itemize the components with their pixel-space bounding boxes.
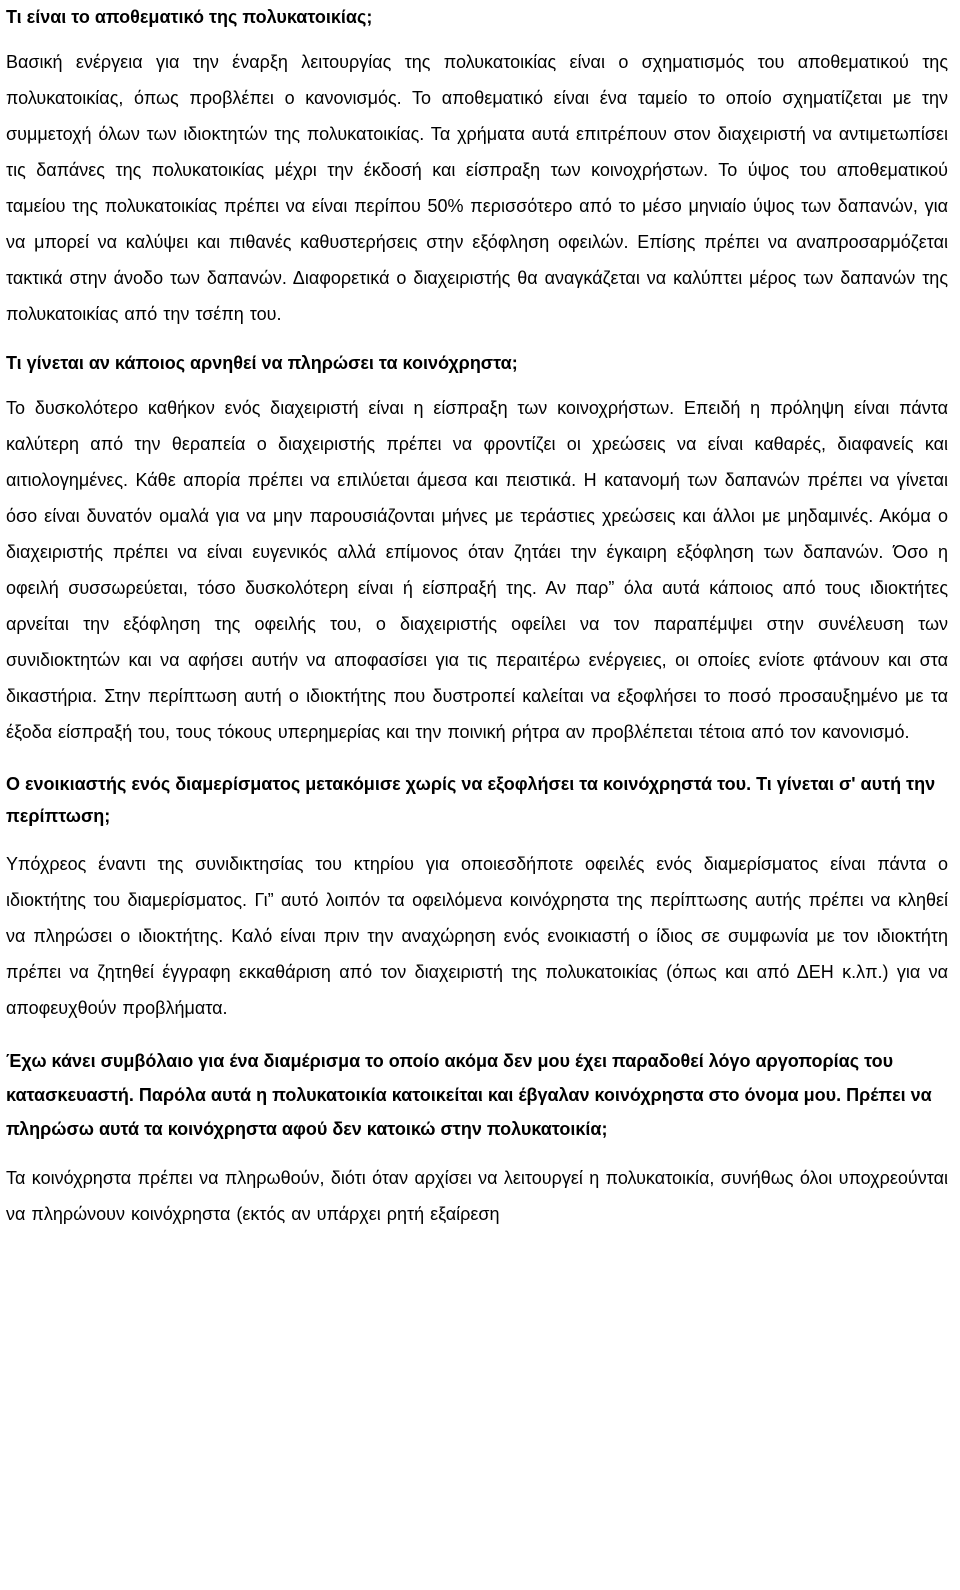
section-heading: Έχω κάνει συμβόλαιο για ένα διαμέρισμα το οποίο ακόμα δεν μου έχει παραδοθεί λόγο αργοπορίας του κατασκευαστή. Παρόλα αυτά η πολυκατοικία κατοικείται και έβγαλαν κοινόχρηστα στο όνομα μου. Πρέπει να πληρώσω αυτά τα κοινόχρηστα αφού δεν κατοικώ στην πολυκατοικία;: [6, 1051, 932, 1139]
section-heading: Ο ενοικιαστής ενός διαμερίσματος μετακόμισε χωρίς να εξοφλήσει τα κοινόχρηστά του. Τι γίνεται σ' αυτή την περίπτωση;: [6, 774, 936, 826]
section-body: Βασική ενέργεια για την έναρξη λειτουργίας της πολυκατοικίας είναι ο σχηματισμός του αποθεματικού της πολυκατοικίας, όπως προβλέπει ο κανονισμός. Το αποθεματικό είναι ένα ταμείο το οποίο σχηματίζεται με την συμμετοχή όλων των ιδιοκτητών της πολυκατοικίας. Τα χρήματα αυτά επιτρέπουν στον διαχειριστή να αντιμετωπίσει τις δαπάνες της πολυκατοικίας μέχρι την έκδοσή και είσπραξη των κοινοχρήστων. Το ύψος του αποθεματικού ταμείου της πολυκατοικίας πρέπει να είναι περίπου 50% περισσότερο από το μέσο μηνιαίο ύψος των δαπανών, για να μπορεί να καλύψει και πιθανές καθυστερήσεις στην εξόφληση οφειλών. Επίσης πρέπει να αναπροσαρμόζεται τακτικά στην άνοδο των δαπανών. Διαφορετικά ο διαχειριστής θα αναγκάζεται να καλύπτει μέρος των δαπανών της πολυκατοικίας από την τσέπη του.: [6, 52, 948, 324]
document-page: [6, 0, 948, 1232]
section-tenant-moved: [6, 768, 948, 1026]
section-body: Το δυσκολότερο καθήκον ενός διαχειριστή είναι η είσπραξη των κοινοχρήστων. Επειδή η πρόληψη είναι πάντα καλύτερη από την θεραπεία ο διαχειριστής πρέπει να φροντίζει οι χρεώσεις να είναι καθαρές, διαφανείς και αιτιολογημένες. Κάθε απορία πρέπει να επιλύεται άμεσα και πειστικά. Η κατανομή των δαπανών πρέπει να γίνεται όσο είναι δυνατόν ομαλά για να μην παρουσιάζονται μήνες με τεράστιες χρεώσεις και άλλοι με μηδαμινές. Ακόμα ο διαχειριστής πρέπει να είναι ευγενικός αλλά επίμονος όταν ζητάει την έγκαιρη εξόφληση των δαπανών. Όσο η οφειλή συσσωρεύεται, τόσο δυσκολότερη είναι ή είσπραξή της. Αν παρ” όλα αυτά κάποιος από τους ιδιοκτήτες αρνείται την εξόφληση της οφειλής του, ο διαχειριστής οφείλει να τον παραπέμψει στην συνέλευση των συνιδιοκτητών και να αφήσει αυτήν να αποφασίσει για τις περαιτέρω ενέργειες, οι οποίες ενίοτε φτάνουν και στα δικαστήρια. Στην περίπτωση αυτή ο ιδιοκτήτης που δυστροπεί καλείται να εξοφλήσει το ποσό προσαυξημένο με τα έξοδα είσπραξή του, τους τόκους υπερημερίας και την ποινική ρήτρα αν προβλέπεται τέτοια από τον κανονισμό.: [6, 398, 948, 742]
section-body: Τα κοινόχρηστα πρέπει να πληρωθούν, διότι όταν αρχίσει να λειτουργεί η πολυκατοικία, συνήθως όλοι υποχρεούνται να πληρώνουν κοινόχρηστα (εκτός αν υπάρχει ρητή εξαίρεση: [6, 1168, 948, 1224]
section-refusal-to-pay: [6, 350, 948, 750]
section-reserve-fund: [6, 0, 948, 332]
section-body: Υπόχρεος έναντι της συνιδικτησίας του κτηρίου για οποιεσδήποτε οφειλές ενός διαμερίσματος είναι πάντα ο ιδιοκτήτης του διαμερίσματος. Γι” αυτό λοιπόν τα οφειλόμενα κοινόχρηστα της περίπτωσης αυτής πρέπει να κληθεί να πληρώσει ο ιδιοκτήτης. Καλό είναι πριν την αναχώρηση ενός ενοικιαστή ο ίδιος σε συμφωνία με τον ιδιοκτήτη πρέπει να ζητηθεί έγγραφη εκκαθάριση από τον διαχειριστή της πολυκατοικίας (όπως και από ΔΕΗ κ.λπ.) για να αποφευχθούν προβλήματα.: [6, 854, 948, 1018]
section-heading: Τι γίνεται αν κάποιος αρνηθεί να πληρώσει τα κοινόχρηστα;: [6, 353, 518, 373]
section-undelivered-apartment: [6, 1044, 948, 1232]
section-heading: Τι είναι το αποθεματικό της πολυκατοικίας;: [6, 7, 373, 27]
